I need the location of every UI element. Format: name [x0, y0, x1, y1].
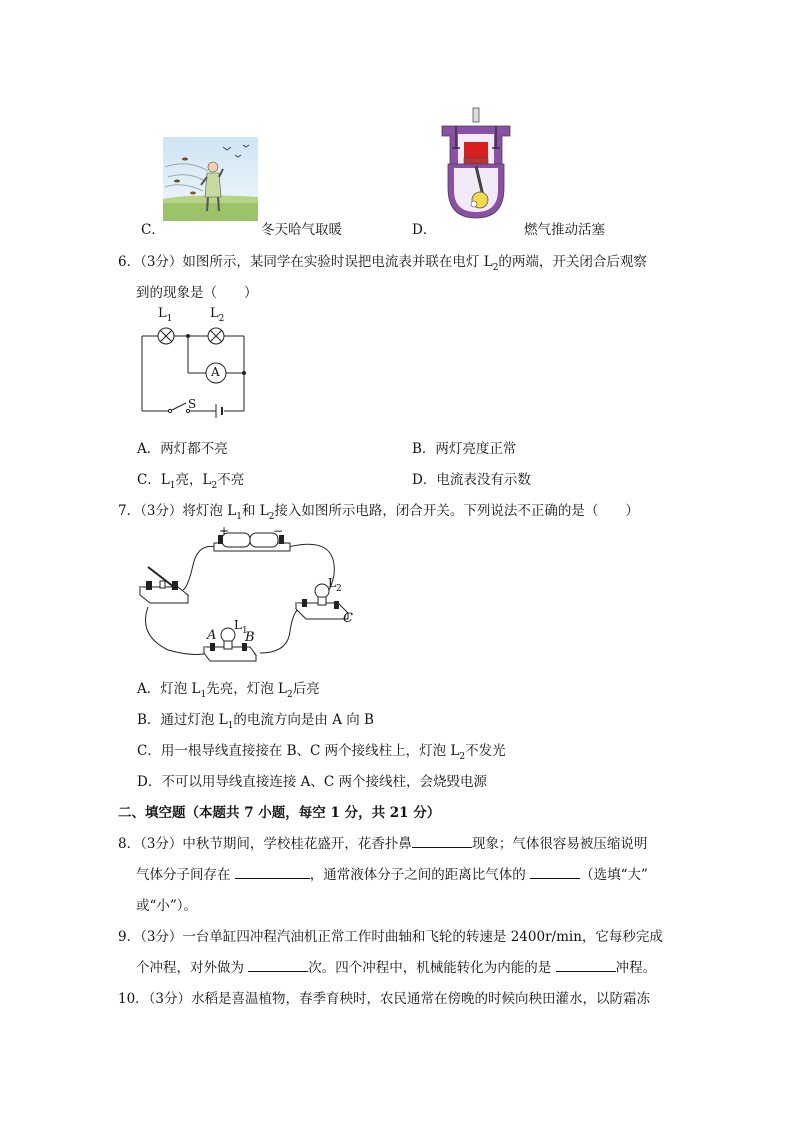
- q7-plus-label: +: [219, 524, 230, 538]
- q7-option-b: B．通过灯泡 $L_1$的电流方向是由 A 向 B: [137, 712, 374, 731]
- q6-option-d: D．电流表没有示数: [412, 472, 531, 488]
- q7-option-d: D．不可以用导线直接连接 A、C 两个接线柱，会烧毁电源: [137, 774, 487, 790]
- q5-option-c-letter: C．: [141, 222, 165, 238]
- q6-label-l1: $L_1$: [158, 306, 173, 324]
- q7-option-a: A．灯泡 $L_1$先亮，灯泡 $L_2$后亮: [137, 681, 320, 700]
- winter-breath-illustration: [163, 137, 258, 221]
- q5-option-d-letter: D．: [412, 222, 437, 238]
- q7-label-l2: $L_2$: [328, 576, 342, 594]
- section-heading: 二、填空题（本题共 7 小题，每空 1 分，共 21 分）: [118, 805, 441, 821]
- q9-blank-1[interactable]: [248, 959, 308, 972]
- q7-terminal-a: A: [207, 628, 217, 643]
- q6-ammeter-label: A: [211, 365, 220, 379]
- q7-label-l1: $L_1$: [234, 618, 248, 636]
- q6-switch-label: S: [188, 397, 197, 411]
- q7-option-c: C．用一根导线直接接在 B、C 两个接线柱上，灯泡 $L_2$不发光: [137, 743, 506, 762]
- q7-terminal-b: B: [245, 630, 255, 645]
- q10-line1: 10．（3分）水稻是喜温植物，春季育秧时，农民通常在傍晚的时候向秧田灌水，以防霜冻: [118, 991, 651, 1007]
- q6-stem-line1: 6．（3分）如图所示，某同学在实验时误把电流表并联在电灯 $L_2$的两端，开关闭合后观察: [118, 254, 647, 273]
- q8-line2: 气体分子间存在 ，通常液体分子之间的距离比气体的 （选填“大”: [136, 867, 648, 883]
- q8-blank-1[interactable]: [412, 835, 472, 848]
- q5-option-d-text: 燃气推动活塞: [524, 222, 605, 238]
- q5-option-c-text: 冬天哈气取暖: [261, 222, 342, 238]
- q7-minus-label: −: [273, 524, 284, 538]
- q9-line2: 个冲程，对外做为 次。四个冲程中，机械能转化为内能的是 冲程。: [136, 960, 657, 976]
- q9-line1: 9．（3分）一台单缸四冲程汽油机正常工作时曲轴和飞轮的转速是 2400r/min，它每秒完成: [118, 929, 663, 945]
- q8-blank-3[interactable]: [530, 866, 580, 879]
- q9-blank-2[interactable]: [556, 959, 616, 972]
- q7-stem: 7．（3分）将灯泡 $L_1$和 $L_2$接入如图所示电路，闭合开关。下列说法不正确的是（ ）: [118, 503, 639, 522]
- q8-blank-2[interactable]: [235, 866, 310, 879]
- q6-option-a: A．两灯都不亮: [137, 441, 228, 457]
- q6-stem-line2: 到的现象是（ ）: [136, 285, 258, 301]
- q6-option-c: C．$L_1$亮，$L_2$不亮: [137, 472, 245, 491]
- q8-line1: 8．（3分）中秋节期间，学校桂花盛开，花香扑鼻 现象；气体很容易被压缩说明: [118, 836, 648, 852]
- q6-label-l2: $L_2$: [210, 306, 225, 324]
- q8-line3: 或“小”）。: [136, 898, 198, 914]
- engine-cylinder-illustration: [436, 108, 516, 222]
- q7-terminal-c: C: [343, 611, 353, 626]
- q6-option-b: B．两灯亮度正常: [412, 441, 517, 457]
